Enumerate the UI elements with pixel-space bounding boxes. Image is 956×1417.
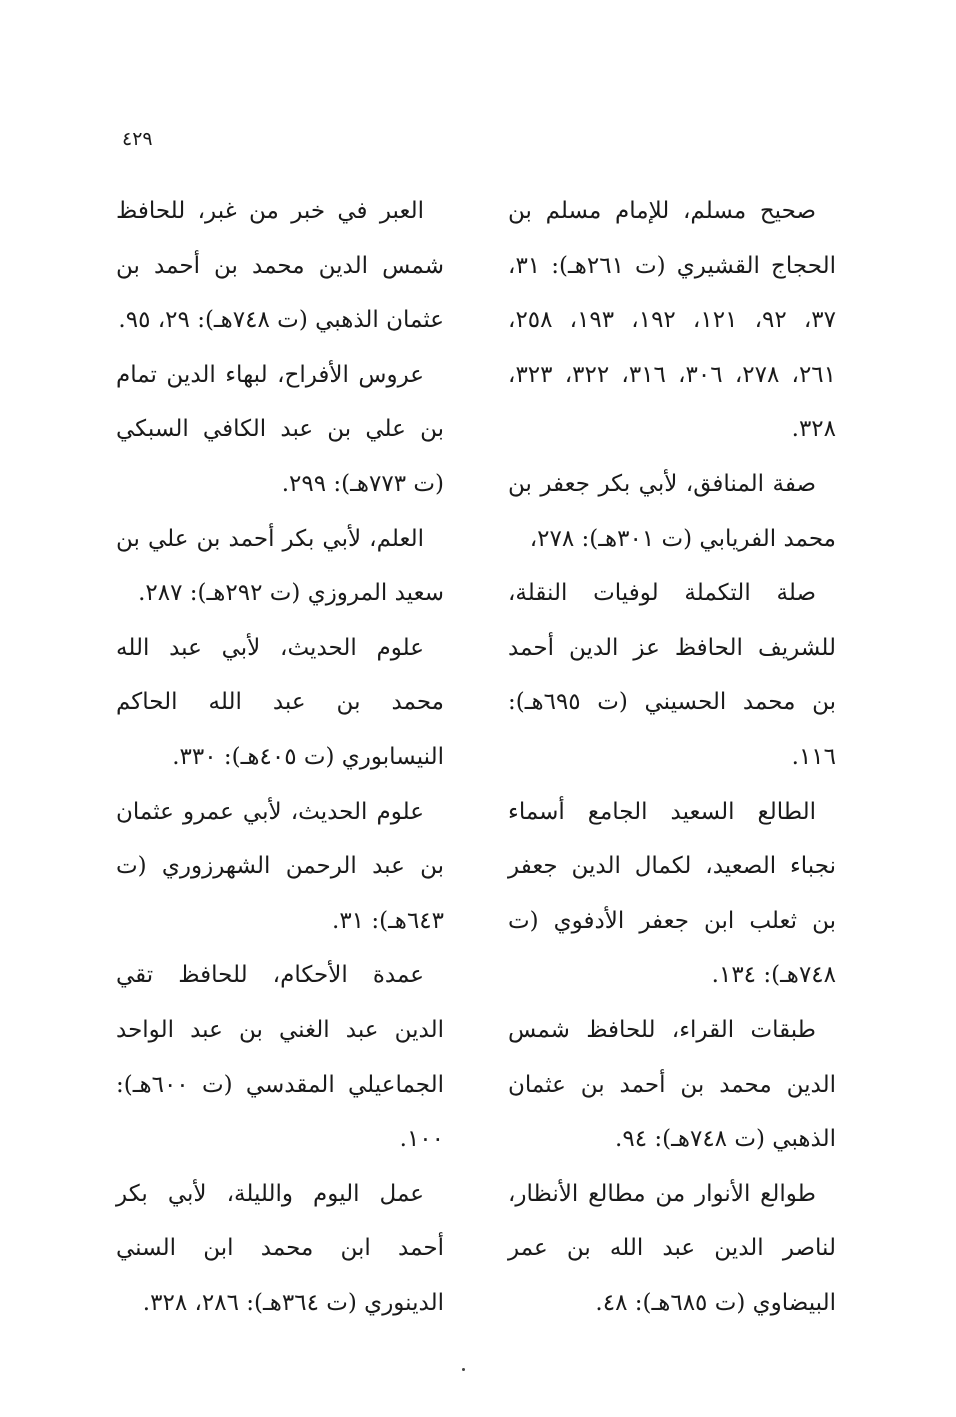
index-entry: صحيح مسلم، للإمام مسلم بن الحجاج القشيري (ت ٢٦١هـ): ٣١، ٣٧، ٩٢، ١٢١، ١٩٢، ١٩٣، ٢٥٨، ٢٦١، ٢٧٨، ٣٠٦، ٣١٦، ٣٢٢، ٣٢٣، ٣٢٨.	[508, 198, 837, 443]
index-entry: العلم، لأبي بكر أحمد بن علي بن سعيد المروزي (ت ٢٩٢هـ): ٢٨٧.	[116, 525, 444, 607]
index-column-right	[508, 184, 836, 1330]
index-entry: العبر في خبر من غبر، للحافظ شمس الدين محمد بن أحمد بن عثمان الذهبي (ت ٧٤٨هـ): ٢٩، ٩٥.	[116, 198, 444, 334]
index-entry: عمدة الأحكام، للحافظ تقي الدين عبد الغني بن عبد الواحد الجماعيلي المقدسي (ت ٦٠٠هـ): ١٠٠.	[116, 962, 444, 1153]
index-entry: صلة التكملة لوفيات النقلة، للشريف الحافظ عز الدين أحمد بن محمد الحسيني (ت ٦٩٥هـ): ١١٦.	[508, 580, 836, 770]
index-entry: علوم الحديث، لأبي عمرو عثمان بن عبد الرحمن الشهرزوري (ت ٦٤٣هـ): ٣١.	[116, 798, 444, 934]
index-entry: عروس الأفراح، لبهاء الدين تمام بن علي بن عبد الكافي السبكي (ت ٧٧٣هـ): ٢٩٩.	[116, 361, 444, 497]
page-number: ٤٢٩	[122, 128, 153, 150]
index-column-left	[116, 184, 444, 1330]
index-entry: عمل اليوم والليلة، لأبي بكر أحمد ابن محمد ابن السني الدينوري (ت ٣٦٤هـ): ٢٨٦، ٣٢٨.	[116, 1180, 444, 1316]
index-entry: صفة المنافق، لأبي بكر جعفر بن محمد الفريابي (ت ٣٠١هـ): ٢٧٨،	[508, 470, 836, 552]
index-entry: الطالع السعيد الجامع أسماء نجباء الصعيد، لكمال الدين جعفر بن ثعلب ابن جعفر الأدفوي (ت ٧٤٨هـ): ١٣٤.	[508, 798, 836, 989]
index-entry: طبقات القراء، للحافظ شمس الدين محمد بن أحمد بن عثمان الذهبي (ت ٧٤٨هـ): ٩٤.	[508, 1016, 836, 1153]
index-entry: طوالع الأنوار من مطالع الأنظار، لناصر الدين عبد الله بن عمر البيضاوي (ت ٦٨٥هـ): ٤٨.	[508, 1180, 836, 1316]
footer-dot	[462, 1368, 465, 1371]
index-entry: علوم الحديث، لأبي عبد الله محمد بن عبد الله الحاكم النيسابوري (ت ٤٠٥هـ): ٣٣٠.	[116, 634, 444, 770]
